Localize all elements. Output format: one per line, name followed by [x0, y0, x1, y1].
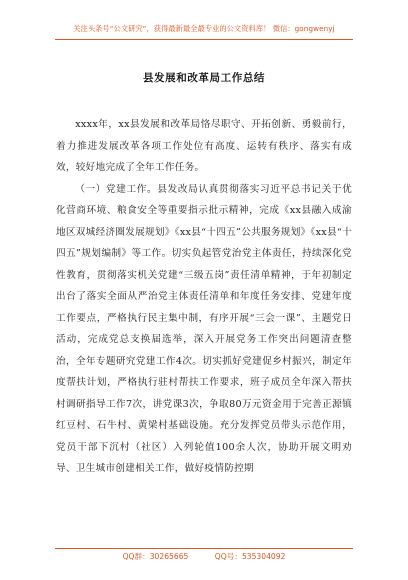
footer-divider — [55, 548, 353, 549]
document-body — [56, 114, 352, 480]
document-title: 县发展和改革局工作总结 — [142, 72, 266, 84]
footer-qq-number: QQ号：535304092 — [214, 552, 286, 561]
footer-qq-group: QQ群：30265665 — [122, 552, 189, 561]
footer-contact — [0, 551, 408, 562]
header-banner: 关注头条号“公文研究”，获得最新最全最专业的公文资料库！ 微信：gongwenyj — [73, 24, 335, 33]
paragraph-intro: xxxx年，xx县发展和改革局恪尽职守、开拓创新、勇毅前行，着力推进发展改革各项工作处位有高度、运转有秩序、落实有成效，较好地完成了全年工作任务。 — [56, 119, 352, 173]
paragraph-party-building: （一）党建工作。县发改局认真贯彻落实习近平总书记关于优化营商环境、粮食安全等重要指示批示精神，完成《xx县融入成渝地区双城经济圈发展规划》《xx县“十四五”公共服务规划》《xx县“十四五”规划编制》等工作。切实负起管党治党主体责任，持续深化党性教育，贯彻落实机关党建“三级五岗”责任清单精神，于年初制定出台了落实全面从严治党主体责任清单和年度任务安排、党建年度工作要点，严格执行民主集中制，有序开展“三会一课”、主题党日活动，完成党总支换届选举，深入开展党务工作突出问题清查整治，全年专题研究党建工作4次。切实抓好党建促乡村振兴，制定年度帮扶计划，严格执行驻村帮扶工作要求，班子成员全年深入帮扶村调研指导工作7次，讲党课3次，争取80万元资金用于完善正源镇红豆村、石牛村、黄梁村基础设施。充分发挥党员带头示范作用，党员干部下沉村（社区）入列轮值100余人次，协助开展文明劝导、卫生城市创建相关工作，做好疫情防控期 — [56, 183, 352, 474]
header-divider — [55, 39, 353, 40]
